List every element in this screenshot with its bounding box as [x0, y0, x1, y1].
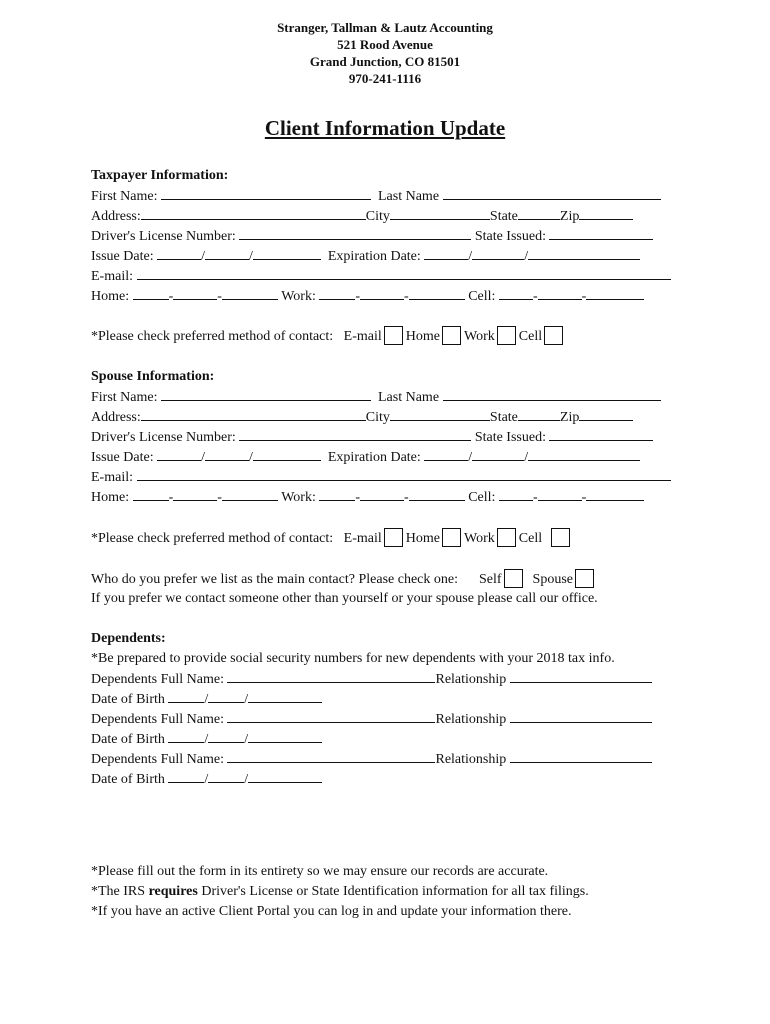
email-label: E-mail:	[91, 470, 133, 485]
contact-home-label: Home	[405, 329, 440, 344]
spouse-home-line-field[interactable]	[222, 487, 278, 501]
work-phone-label: Work:	[281, 289, 316, 304]
date-slash: /	[248, 450, 253, 465]
taxpayer-name-row	[91, 186, 661, 207]
footer-note-1: *Please fill out the form in its entirety so we may ensure our records are accurate.	[91, 864, 549, 879]
dependent-1-name-field[interactable]	[227, 669, 435, 683]
main-contact-self-checkbox[interactable]	[504, 569, 523, 588]
phone-dash: -	[355, 289, 361, 304]
phone-dash: -	[168, 289, 174, 304]
spouse-email-row	[91, 467, 671, 488]
exp-year-field[interactable]	[528, 246, 640, 260]
email-label: E-mail:	[91, 269, 133, 284]
home-prefix-field[interactable]	[173, 286, 217, 300]
contact-work-label: Work	[464, 531, 495, 546]
date-slash: /	[468, 450, 473, 465]
state-issued-label: State Issued:	[474, 229, 546, 244]
firm-city: Grand Junction, CO 81501	[309, 54, 461, 69]
taxpayer-address-row	[91, 206, 633, 227]
last-name-label: Last Name	[378, 390, 440, 405]
dob-label: Date of Birth	[91, 732, 165, 747]
date-slash: /	[524, 249, 529, 264]
date-slash: /	[244, 732, 249, 747]
taxpayer-last-name-field[interactable]	[443, 186, 661, 200]
taxpayer-first-name-field[interactable]	[161, 186, 371, 200]
footer-note-3: *If you have an active Client Portal you can log in and update your information there.	[91, 904, 572, 919]
contact-cell-label: Cell	[518, 531, 543, 546]
spouse-cell-prefix-field[interactable]	[538, 487, 582, 501]
taxpayer-state-field[interactable]	[518, 206, 560, 220]
cell-area-field[interactable]	[499, 286, 533, 300]
taxpayer-city-field[interactable]	[390, 206, 490, 220]
dependent-2-dob-month[interactable]	[168, 729, 204, 743]
contact-cell-label: Cell	[518, 329, 543, 344]
dependent-3-dob-year[interactable]	[248, 769, 322, 783]
dependent-1-dob-day[interactable]	[208, 689, 244, 703]
dependent-dob-row	[91, 729, 322, 750]
contact-home-label: Home	[405, 531, 440, 546]
cell-phone-label: Cell:	[468, 289, 496, 304]
dependent-dob-row	[91, 769, 322, 790]
dependent-row	[91, 709, 652, 730]
date-slash: /	[204, 732, 209, 747]
phone-dash: -	[404, 289, 409, 304]
phone-dash: -	[168, 490, 174, 505]
spouse-city-field[interactable]	[390, 407, 490, 421]
firm-street: 521 Rood Avenue	[337, 37, 433, 52]
contact-cell-checkbox[interactable]	[544, 326, 563, 345]
spouse-contact-cell-checkbox[interactable]	[551, 528, 570, 547]
dependent-row	[91, 749, 652, 770]
spouse-issue-day-field[interactable]	[205, 447, 249, 461]
expiration-date-label: Expiration Date:	[327, 450, 421, 465]
spouse-issue-month-field[interactable]	[157, 447, 201, 461]
footer-note-2-prefix: *The IRS	[91, 884, 146, 899]
taxpayer-phone-row	[91, 286, 644, 307]
dependent-dob-row	[91, 689, 322, 710]
phone-dash: -	[217, 490, 222, 505]
dependent-1-relationship-field[interactable]	[510, 669, 652, 683]
phone-dash: -	[217, 289, 222, 304]
work-area-field[interactable]	[319, 286, 355, 300]
date-slash: /	[248, 249, 253, 264]
dependent-3-relationship-field[interactable]	[510, 749, 652, 763]
relationship-label: Relationship	[435, 672, 507, 687]
taxpayer-dl-field[interactable]	[239, 226, 471, 240]
spouse-label: Spouse	[532, 572, 573, 587]
issue-date-label: Issue Date:	[91, 450, 154, 465]
phone-dash: -	[532, 289, 538, 304]
contact-work-checkbox[interactable]	[497, 326, 516, 345]
spouse-contact-pref-row	[91, 528, 573, 549]
footer-note-2	[91, 882, 589, 902]
contact-work-label: Work	[464, 329, 495, 344]
spouse-dl-row	[91, 427, 653, 448]
footer-note-2-suffix: Driver's License or State Identification information for all tax filings.	[201, 884, 589, 899]
phone-dash: -	[581, 289, 587, 304]
issue-day-field[interactable]	[205, 246, 249, 260]
spouse-exp-day-field[interactable]	[472, 447, 524, 461]
dob-label: Date of Birth	[91, 692, 165, 707]
home-phone-label: Home:	[91, 289, 130, 304]
taxpayer-state-issued-field[interactable]	[549, 226, 653, 240]
contact-home-checkbox[interactable]	[442, 326, 461, 345]
firm-name: Stranger, Tallman & Lautz Accounting	[277, 20, 493, 35]
zip-label: Zip	[559, 410, 580, 425]
phone-dash: -	[355, 490, 361, 505]
address-label: Address:	[91, 209, 141, 224]
spouse-state-field[interactable]	[518, 407, 560, 421]
dependent-2-name-field[interactable]	[227, 709, 435, 723]
exp-month-field[interactable]	[424, 246, 468, 260]
date-slash: /	[244, 772, 249, 787]
phone-dash: -	[581, 490, 587, 505]
spouse-first-name-field[interactable]	[161, 387, 371, 401]
spouse-state-issued-field[interactable]	[549, 427, 653, 441]
date-slash: /	[204, 692, 209, 707]
contact-pref-prompt: *Please check preferred method of contact:	[91, 531, 334, 546]
issue-month-field[interactable]	[157, 246, 201, 260]
taxpayer-email-row	[91, 266, 671, 287]
cell-phone-label: Cell:	[468, 490, 496, 505]
city-label: City	[365, 209, 390, 224]
dependent-2-dob-year[interactable]	[248, 729, 322, 743]
spouse-issue-year-field[interactable]	[253, 447, 321, 461]
home-line-field[interactable]	[222, 286, 278, 300]
dependent-name-label: Dependents Full Name:	[91, 712, 224, 727]
taxpayer-heading: Taxpayer Information:	[91, 168, 229, 183]
expiration-date-label: Expiration Date:	[327, 249, 421, 264]
dependents-note: *Be prepared to provide social security numbers for new dependents with your 2018 tax info.	[91, 651, 615, 666]
spouse-contact-home-checkbox[interactable]	[442, 528, 461, 547]
phone-dash: -	[404, 490, 409, 505]
spouse-home-prefix-field[interactable]	[173, 487, 217, 501]
dependent-name-label: Dependents Full Name:	[91, 672, 224, 687]
taxpayer-address-field[interactable]	[141, 206, 366, 220]
spouse-name-row	[91, 387, 661, 408]
dl-number-label: Driver's License Number:	[91, 430, 236, 445]
dependent-1-dob-month[interactable]	[168, 689, 204, 703]
state-label: State	[489, 209, 518, 224]
footer-note-2-emphasis: requires	[148, 884, 198, 899]
contact-email-label: E-mail	[343, 329, 382, 344]
home-area-field[interactable]	[133, 286, 169, 300]
cell-line-field[interactable]	[586, 286, 644, 300]
dependent-name-label: Dependents Full Name:	[91, 752, 224, 767]
spouse-cell-line-field[interactable]	[586, 487, 644, 501]
contact-email-checkbox[interactable]	[384, 326, 403, 345]
spouse-phone-row	[91, 487, 644, 508]
dependent-2-dob-day[interactable]	[208, 729, 244, 743]
spouse-dl-field[interactable]	[239, 427, 471, 441]
spouse-email-field[interactable]	[137, 467, 671, 481]
dependent-3-name-field[interactable]	[227, 749, 435, 763]
dependent-2-relationship-field[interactable]	[510, 709, 652, 723]
address-label: Address:	[91, 410, 141, 425]
contact-email-label: E-mail	[343, 531, 382, 546]
issue-date-label: Issue Date:	[91, 249, 154, 264]
firm-phone: 970-241-1116	[348, 71, 422, 86]
spouse-work-area-field[interactable]	[319, 487, 355, 501]
date-slash: /	[468, 249, 473, 264]
date-slash: /	[204, 772, 209, 787]
dob-label: Date of Birth	[91, 772, 165, 787]
phone-dash: -	[532, 490, 538, 505]
spouse-address-field[interactable]	[141, 407, 366, 421]
dependent-1-dob-year[interactable]	[248, 689, 322, 703]
spouse-work-line-field[interactable]	[409, 487, 465, 501]
spouse-home-area-field[interactable]	[133, 487, 169, 501]
spouse-address-row	[91, 407, 633, 428]
main-contact-row	[91, 569, 597, 590]
spouse-last-name-field[interactable]	[443, 387, 661, 401]
date-slash: /	[201, 249, 205, 264]
work-prefix-field[interactable]	[360, 286, 404, 300]
spouse-zip-field[interactable]	[579, 407, 633, 421]
spouse-exp-year-field[interactable]	[528, 447, 640, 461]
taxpayer-contact-pref-row	[91, 326, 566, 347]
main-contact-spouse-checkbox[interactable]	[575, 569, 594, 588]
spouse-heading: Spouse Information:	[91, 369, 215, 384]
date-slash: /	[244, 692, 249, 707]
dl-number-label: Driver's License Number:	[91, 229, 236, 244]
cell-prefix-field[interactable]	[538, 286, 582, 300]
work-line-field[interactable]	[409, 286, 465, 300]
spouse-exp-month-field[interactable]	[424, 447, 468, 461]
main-contact-note: If you prefer we contact someone other than yourself or your spouse please call our office.	[91, 591, 598, 606]
spouse-cell-area-field[interactable]	[499, 487, 533, 501]
zip-label: Zip	[559, 209, 580, 224]
city-label: City	[365, 410, 390, 425]
self-label: Self	[478, 572, 502, 587]
contact-pref-prompt: *Please check preferred method of contact:	[91, 329, 334, 344]
home-phone-label: Home:	[91, 490, 130, 505]
issue-year-field[interactable]	[253, 246, 321, 260]
relationship-label: Relationship	[435, 752, 507, 767]
first-name-label: First Name:	[91, 189, 158, 204]
page-title: Client Information Update	[264, 116, 506, 140]
spouse-contact-email-checkbox[interactable]	[384, 528, 403, 547]
date-slash: /	[524, 450, 529, 465]
work-phone-label: Work:	[281, 490, 316, 505]
first-name-label: First Name:	[91, 390, 158, 405]
last-name-label: Last Name	[378, 189, 440, 204]
date-slash: /	[201, 450, 205, 465]
dependent-row	[91, 669, 652, 690]
dependent-3-dob-month[interactable]	[168, 769, 204, 783]
taxpayer-dl-row	[91, 226, 653, 247]
state-label: State	[489, 410, 518, 425]
main-contact-question: Who do you prefer we list as the main contact? Please check one:	[91, 572, 458, 587]
relationship-label: Relationship	[435, 712, 507, 727]
dependents-heading: Dependents:	[91, 631, 166, 646]
exp-day-field[interactable]	[472, 246, 524, 260]
spouse-work-prefix-field[interactable]	[360, 487, 404, 501]
dependent-3-dob-day[interactable]	[208, 769, 244, 783]
taxpayer-email-field[interactable]	[137, 266, 671, 280]
spouse-contact-work-checkbox[interactable]	[497, 528, 516, 547]
taxpayer-dates-row	[91, 246, 640, 267]
spouse-dates-row	[91, 447, 640, 468]
state-issued-label: State Issued:	[474, 430, 546, 445]
taxpayer-zip-field[interactable]	[579, 206, 633, 220]
